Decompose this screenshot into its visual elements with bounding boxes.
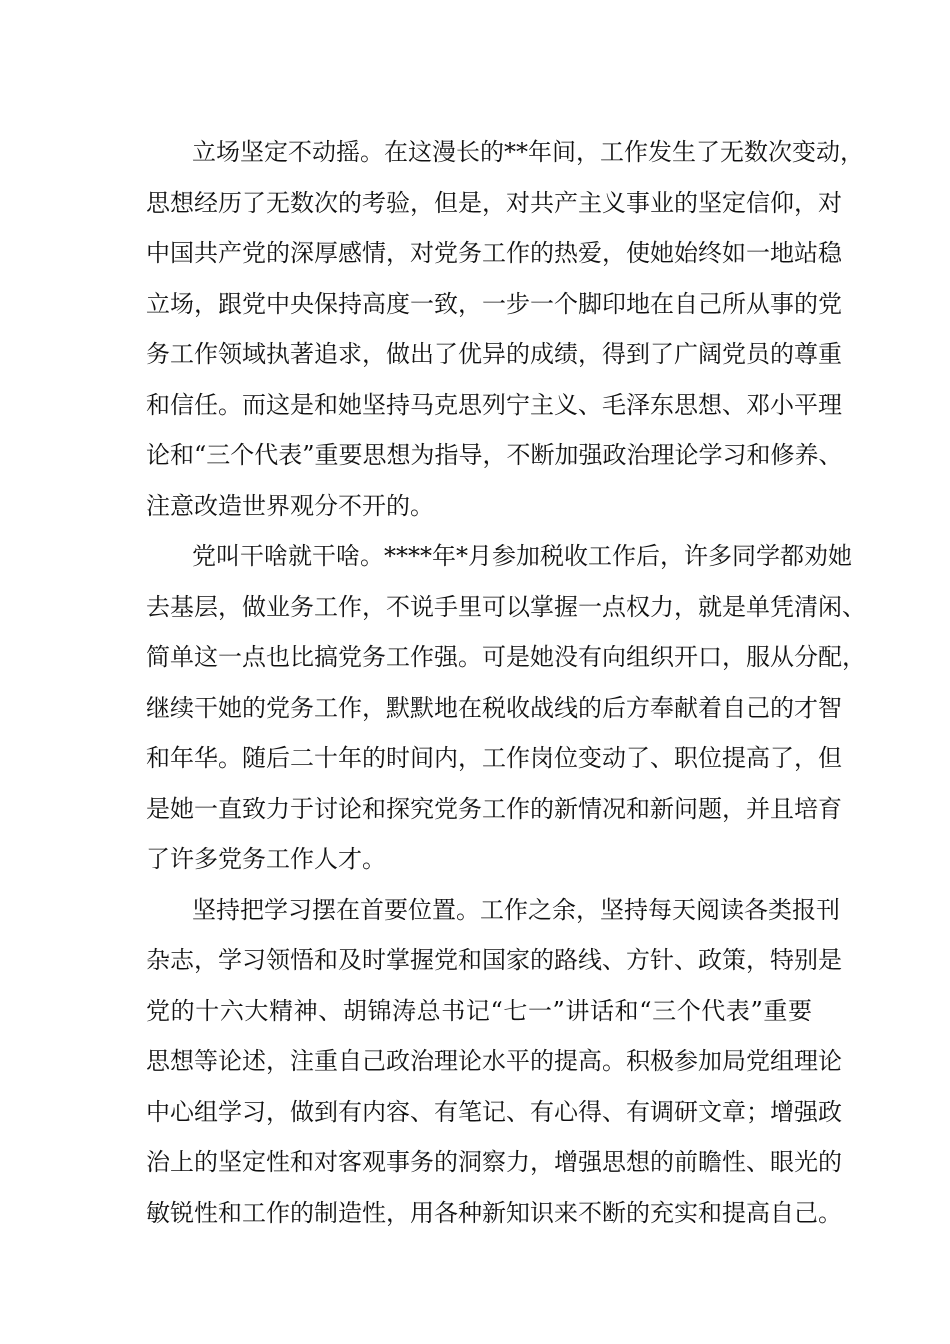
paragraph-line: 思想等论述，注重自己政治理论水平的提高。积极参加局党组理论	[146, 1047, 842, 1075]
paragraph-line: 思想经历了无数次的考验，但是，对共产主义事业的坚定信仰，对	[146, 188, 842, 217]
paragraph-line: 党叫干啥就干啥。****年*月参加税收工作后，许多同学都劝她	[192, 542, 852, 570]
paragraph-stance	[146, 127, 864, 531]
paragraph-line: 立场，跟党中央保持高度一致，一步一个脚印地在自己所从事的党	[146, 289, 842, 318]
paragraph-line: 了许多党务工作人才。	[146, 845, 386, 873]
paragraph-line: 党的十六大精神、胡锦涛总书记“七一”讲话和“三个代表”重要	[146, 996, 812, 1025]
paragraph-party-work	[146, 531, 866, 885]
paragraph-line: 务工作领域执著追求，做出了优异的成绩，得到了广阔党员的尊重	[146, 340, 842, 368]
paragraph-line: 和信任。而这是和她坚持马克思列宁主义、毛泽东思想、邓小平理	[146, 390, 842, 419]
paragraph-line: 注意改造世界观分不开的。	[146, 491, 434, 520]
paragraph-line: 立场坚定不动摇。在这漫长的**年间，工作发生了无数次变动，	[192, 138, 864, 166]
document-body	[146, 127, 866, 1238]
paragraph-line: 简单这一点也比搞党务工作强。可是她没有向组织开口，服从分配，	[146, 643, 866, 671]
paragraph-line: 去基层，做业务工作，不说手里可以掌握一点权力，就是单凭清闲、	[146, 592, 866, 621]
paragraph-line: 治上的坚定性和对客观事务的洞察力，增强思想的前瞻性、眼光的	[146, 1148, 842, 1176]
paragraph-line: 坚持把学习摆在首要位置。工作之余，坚持每天阅读各类报刊	[192, 895, 840, 924]
paragraph-line: 是她一直致力于讨论和探究党务工作的新情况和新问题，并且培育	[146, 794, 842, 823]
paragraph-line: 继续干她的党务工作，默默地在税收战线的后方奉献着自己的才智	[146, 693, 842, 722]
paragraph-line: 中心组学习，做到有内容、有笔记、有心得、有调研文章；增强政	[146, 1097, 842, 1126]
paragraph-line: 敏锐性和工作的制造性，用各种新知识来不断的充实和提高自己。	[146, 1198, 842, 1227]
paragraph-line: 论和“三个代表”重要思想为指导，不断加强政治理论学习和修养、	[146, 441, 843, 469]
paragraph-line: 中国共产党的深厚感情，对党务工作的热爱，使她始终如一地站稳	[146, 239, 842, 267]
paragraph-study	[146, 885, 842, 1239]
paragraph-line: 和年华。随后二十年的时间内，工作岗位变动了、职位提高了，但	[146, 744, 842, 772]
paragraph-line: 杂志，学习领悟和及时掌握党和国家的路线、方针、政策，特别是	[146, 946, 842, 974]
